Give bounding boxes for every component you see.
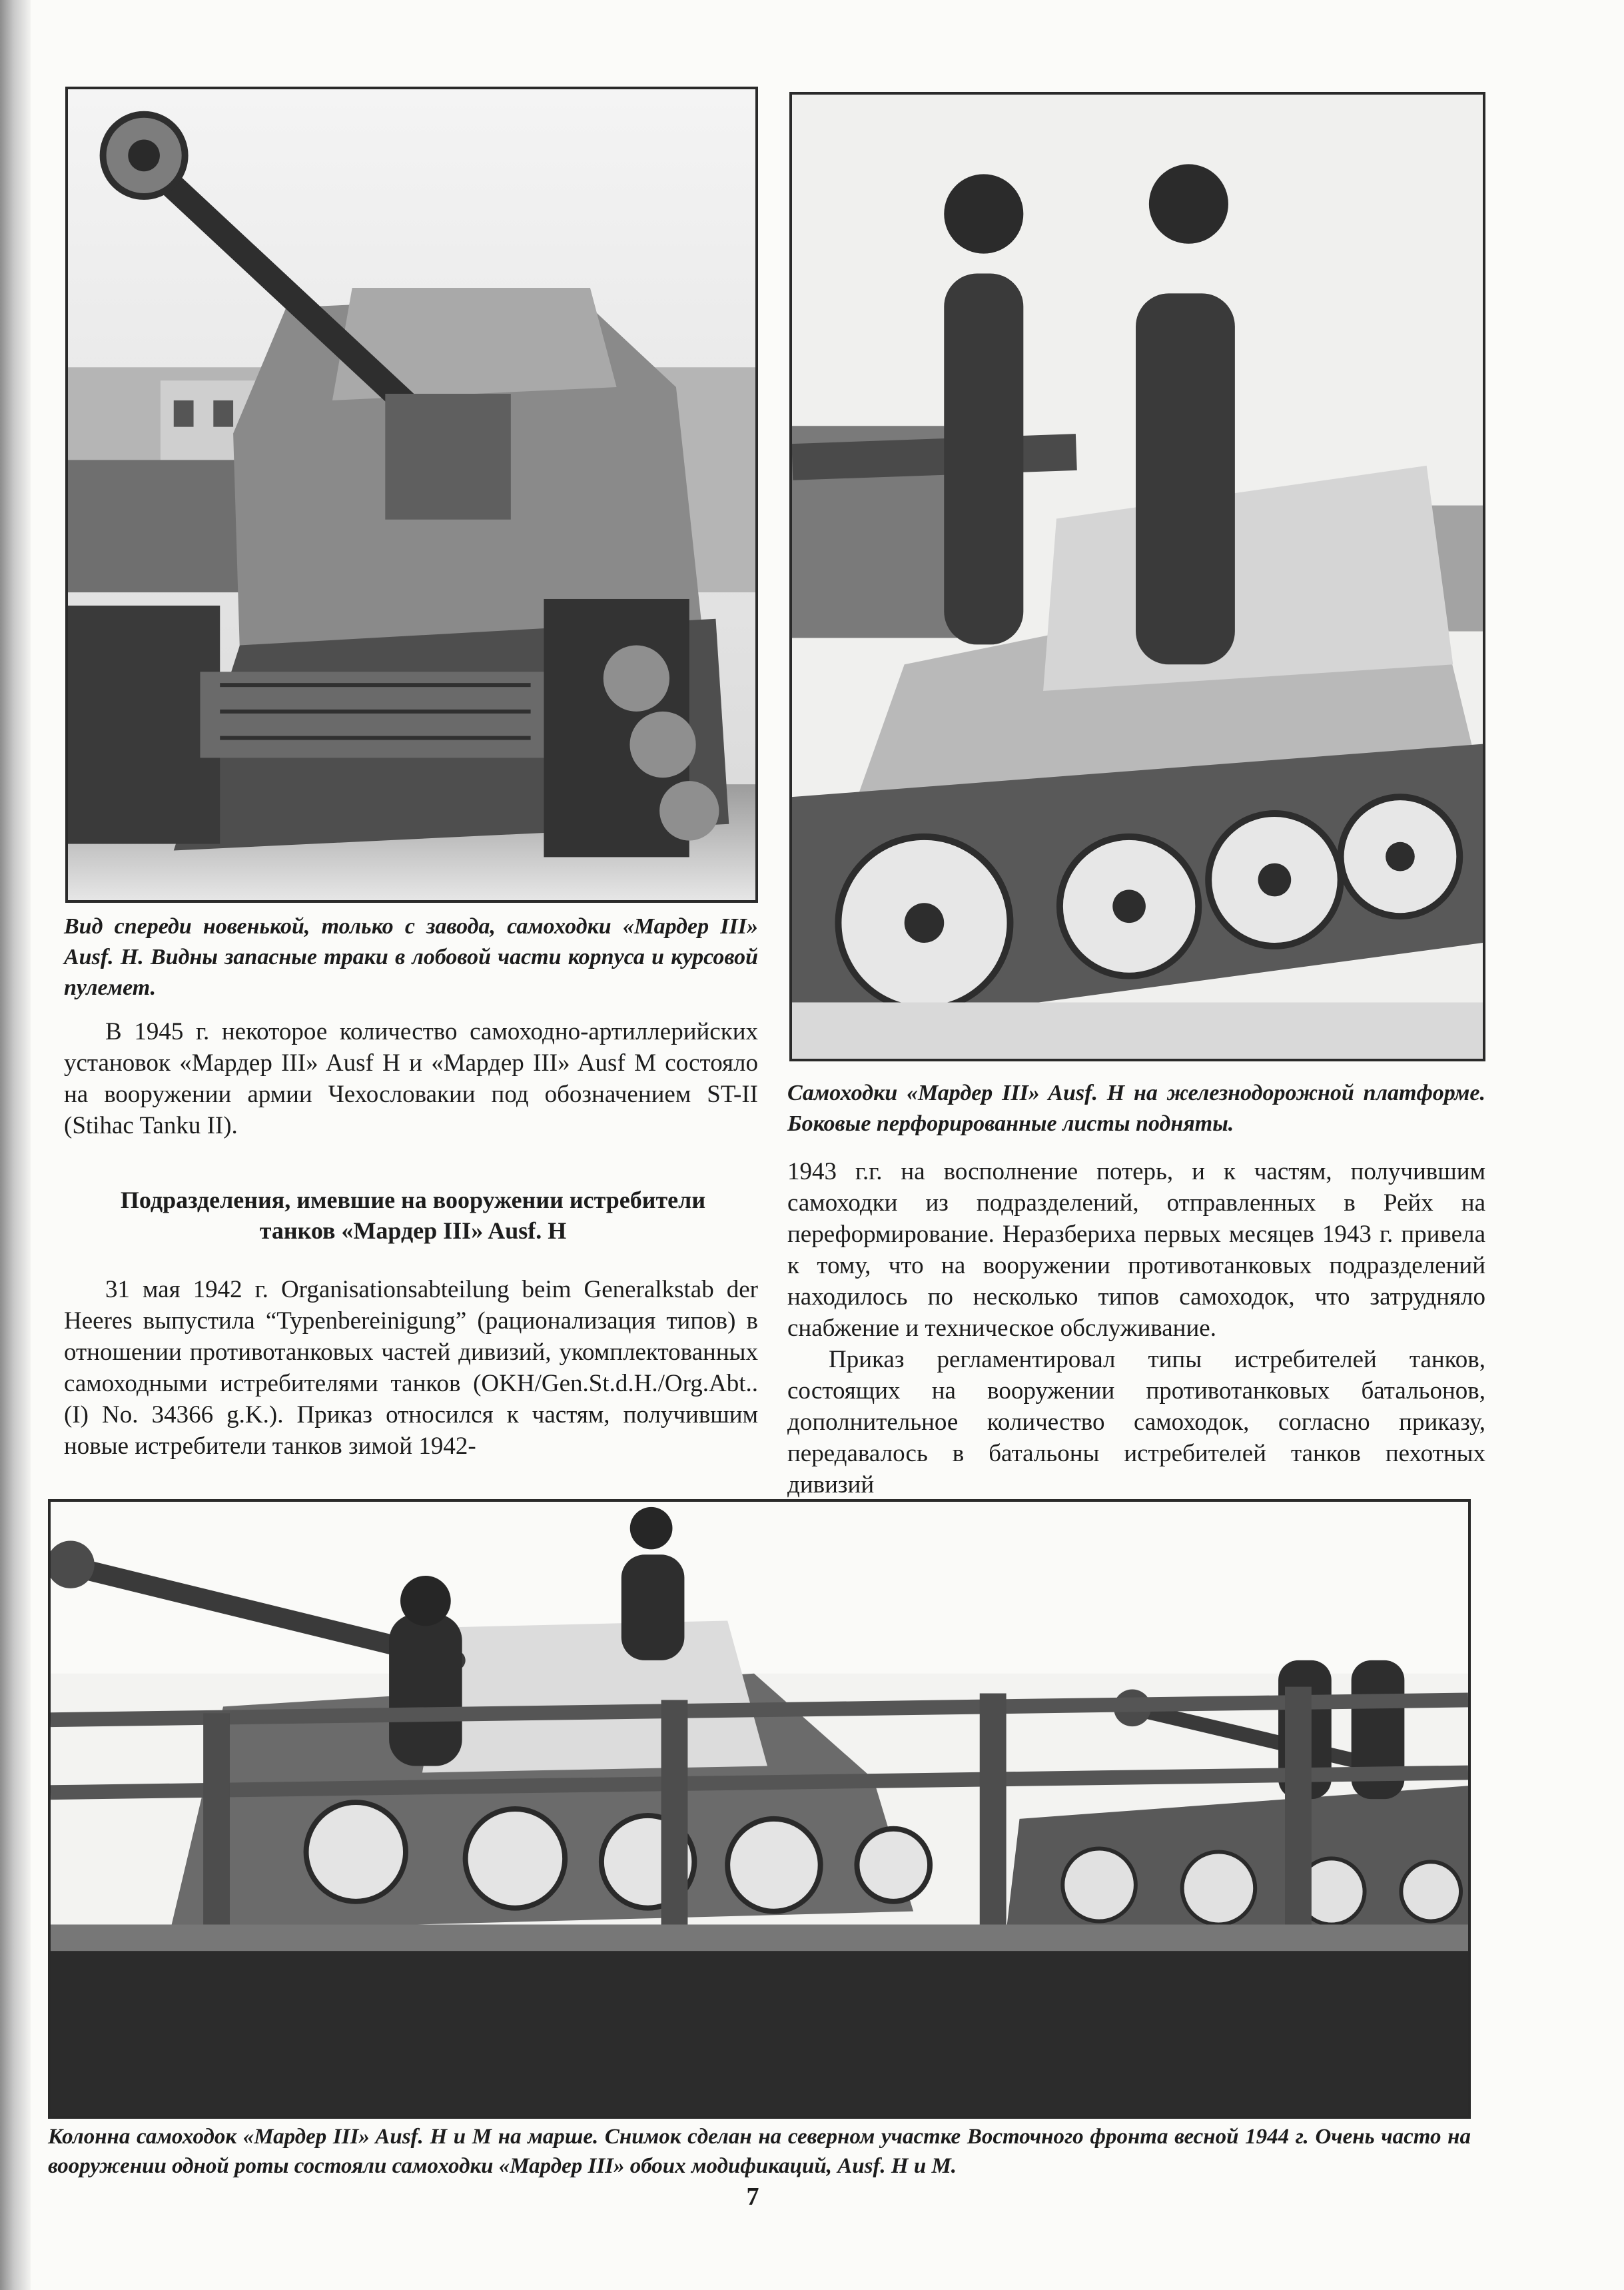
photo-caption-front-view: Вид спереди новенькой, только с завода, самоходки «Мардер III» Ausf. H. Видны запасные траки в лобовой части корпуса и курсовой пулемет.: [64, 914, 758, 1000]
section-heading: Подразделения, имевшие на вооружении истребители танков «Мардер III» Ausf. H: [120, 1187, 706, 1244]
paragraph-order: Приказ регламентировал типы истребителей танков, состоящих на вооружении противотанковых батальонов, дополнительное количество самоходок, согласно приказу, передавалось в батальоны истребителей танков пехотных дивизий: [787, 1346, 1485, 1498]
right-column-body: [787, 1156, 1485, 1500]
page-number: 7: [746, 2183, 759, 2211]
photo-marder-front-view: [65, 87, 758, 903]
left-column-body: [64, 1274, 758, 1462]
photo-caption-railway-platform: Самоходки «Мардер III» Ausf. H на железнодорожной платформе. Боковые перфорированные листы подняты.: [787, 1081, 1485, 1136]
photo-marder-column-march: [48, 1499, 1471, 2119]
paragraph-st-ii: В 1945 г. некоторое количество самоходно-артиллерийских установок «Мардер III» Ausf H и «Мардер III» Ausf M состояло на вооружении армии Чехословакии под обозначением ST-II (Stihac Tanku II).: [64, 1018, 758, 1139]
left-column-intro: [64, 1016, 758, 1141]
paragraph-continuation: 1943 г.г. на восполнение потерь, и к частям, получившим самоходки из подразделений, отправленных в Рейх на переформирование. Неразбериха первых месяцев 1943 г. привела к тому, что на вооружении противотанковых подразделений находилось по несколько типов самоходок, что затрудняло снабжение и техническое обслуживание.: [787, 1158, 1485, 1342]
photo-marder-railway-platform: [789, 92, 1485, 1061]
scan-edge-shadow: [0, 0, 31, 2290]
photo-caption-column-march: Колонна самоходок «Мардер III» Ausf. H и M на марше. Снимок сделан на северном участке Восточного фронта весной 1944 г. Очень часто на вооружении одной роты состояли самоходки «Мардер III» обоих модификаций, Ausf. H и M.: [48, 2125, 1471, 2178]
paragraph-typenbereinigung: 31 мая 1942 г. Organisationsabteilung beim Generalkstab der Heeres выпустила “Typenbereinigung” (рационализация типов) в отношении противотанковых частей дивизий, укомплектованных самоходными истребителями танков (OKH/Gen.St.d.H./Org.Abt.. (I) No. 34366 g.K.). Приказ относился к частям, получившим новые истребители танков зимой 1942-: [64, 1276, 758, 1460]
